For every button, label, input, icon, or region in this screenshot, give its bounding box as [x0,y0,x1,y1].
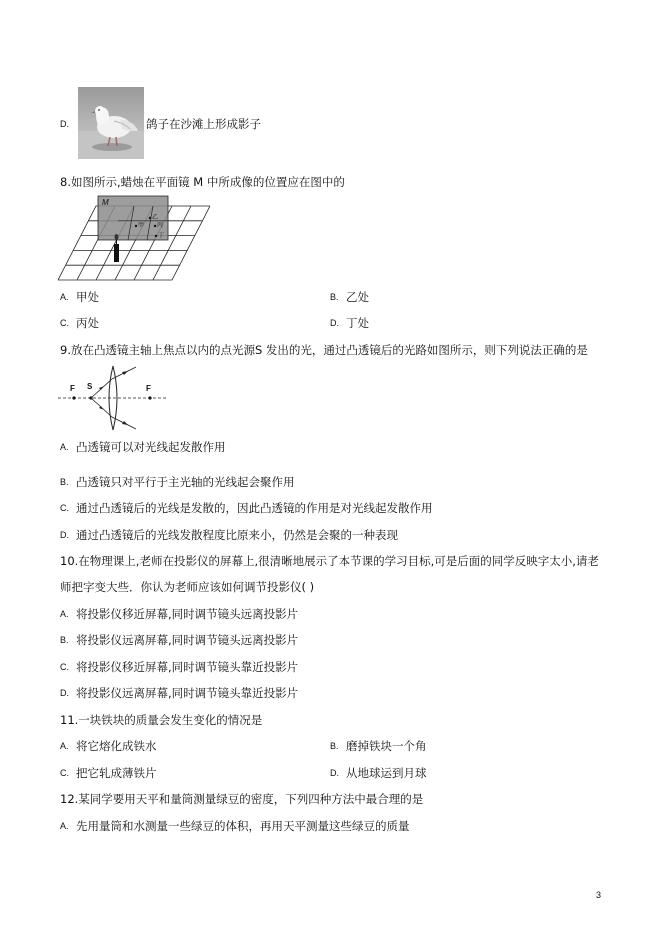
q7-option-d-label: D. [60,119,69,129]
focus-right-label: F [146,384,151,393]
q9-stem: 9.放在凸透镜主轴上焦点以内的点光源S 发出的光，通过凸透镜后的光路如图所示，则下列说法正确的是 [60,343,588,357]
q10-stem-line2: 师把字变大些．你认为老师应该如何调节投影仪( ) [60,580,315,594]
q10-option-b-label: B. [60,635,69,645]
q11-option-a-text: 将它熔化成铁水 [76,739,157,753]
q10-option-d-text: 将投影仪远离屏幕,同时调节镜头靠近投影片 [76,686,299,700]
q11-option-c-label: C. [60,768,69,778]
page-number: 3 [596,890,602,900]
q12-stem: 12.某同学要用天平和量筒测量绿豆的密度，下列四种方法中最合理的是 [60,792,424,806]
q8-option-c-label: C. [60,318,69,328]
focus-left-label: F [70,384,75,393]
q11-stem: 11.一块铁块的质量会发生变化的情况是 [60,713,263,727]
q8-option-c-text: 丙处 [76,316,99,330]
q10-option-d-label: D. [60,688,69,698]
q11-option-b-text: 磨掉铁块一个角 [346,739,427,753]
q7-option-d-text: 鸽子在沙滩上形成影子 [146,117,261,131]
q11-option-b-label: B. [330,741,339,751]
q11-option-c-text: 把它轧成薄铁片 [76,766,157,780]
q12-option-a-text: 先用量筒和水测量一些绿豆的体积，再用天平测量这些绿豆的质量 [76,819,410,833]
q8-option-d-text: 丁处 [346,316,369,330]
q9-option-d-label: D. [60,530,69,540]
mark-jia: 甲 [138,223,145,229]
mirror-candle-figure [58,192,210,282]
q9-option-a-text: 凸透镜可以对光线起发散作用 [76,440,226,454]
q11-option-d-label: D. [330,768,339,778]
mark-bing: 丙 [157,223,164,229]
q12-option-a-label: A. [60,821,69,831]
source-label: S [87,382,93,391]
q8-option-d-label: D. [330,318,339,328]
q10-option-a-text: 将投影仪移近屏幕,同时调节镜头远离投影片 [76,607,299,621]
q8-option-a-text: 甲处 [76,290,99,304]
q10-option-b-text: 将投影仪远离屏幕,同时调节镜头远离投影片 [76,633,299,647]
mirror-label: M [102,198,109,207]
q10-stem-line1: 10.在物理课上,老师在投影仪的屏幕上,很清晰地展示了本节课的学习目标,可是后面的同学反映字太小,请老 [60,554,599,568]
q8-stem: 8.如图所示,蜡烛在平面镜 M 中所成像的位置应在图中的 [60,175,345,189]
q9-option-d-text: 通过凸透镜后的光线发散程度比原来小，仍然是会聚的一种表现 [76,528,398,542]
q8-option-b-text: 乙处 [346,290,369,304]
q8-option-b-label: B. [330,292,339,302]
mark-yi: 乙 [152,215,159,221]
q11-option-d-text: 从地球运到月球 [346,766,427,780]
mark-ding: 丁 [158,233,165,239]
q10-option-a-label: A. [60,609,69,619]
q9-option-b-label: B. [60,477,69,487]
q9-option-a-label: A. [60,442,69,452]
q10-option-c-label: C. [60,662,69,672]
pigeon-photo [78,87,144,159]
q11-option-a-label: A. [60,741,69,751]
q9-option-c-label: C. [60,503,69,513]
q10-option-c-text: 将投影仪移近屏幕,同时调节镜头靠近投影片 [76,660,299,674]
q9-option-c-text: 通过凸透镜后的光线是发散的，因此凸透镜的作用是对光线起发散作用 [76,501,433,515]
q9-option-b-text: 凸透镜只对平行于主光轴的光线起会聚作用 [76,475,295,489]
q8-option-a-label: A. [60,292,69,302]
convex-lens-figure [58,362,166,434]
